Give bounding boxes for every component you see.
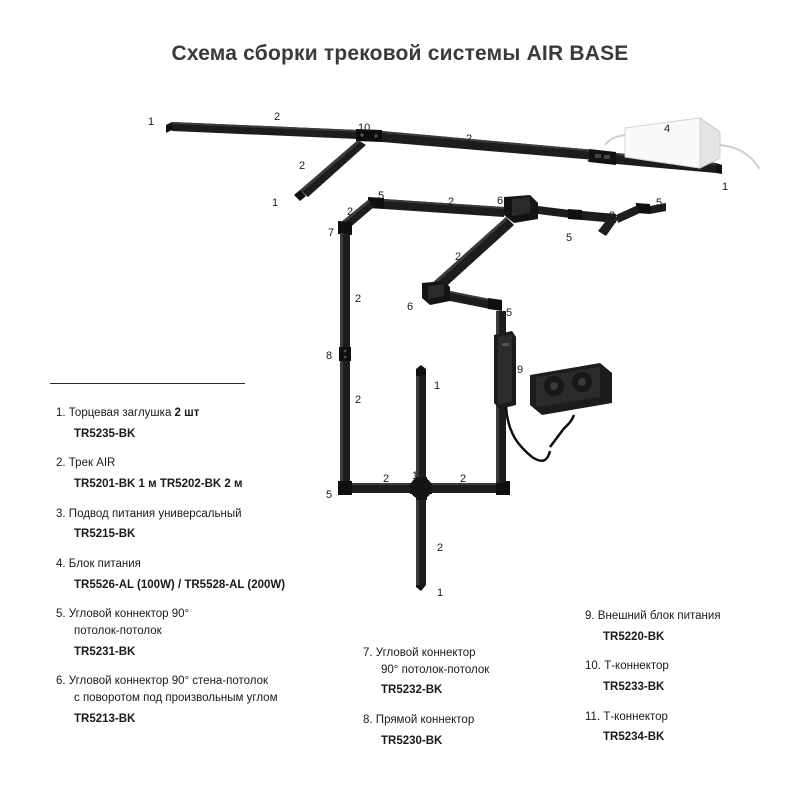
legend-item-number: 11. bbox=[585, 710, 604, 723]
legend-item-text: Торцевая заглушка bbox=[68, 407, 175, 419]
callout-number: 2 bbox=[299, 160, 306, 172]
callout-number: 4 bbox=[664, 123, 671, 135]
callout-number: 5 bbox=[326, 489, 333, 501]
legend-item bbox=[363, 712, 583, 749]
legend-item-text: Подвод питания универсальный bbox=[68, 507, 242, 520]
callout-number: 2 bbox=[355, 293, 362, 305]
legend-item-number: 5. bbox=[56, 608, 69, 621]
legend-item-code: TR5213-BK bbox=[74, 712, 136, 725]
callout-number: 2 bbox=[609, 210, 616, 222]
legend-item-number: 3. bbox=[56, 507, 69, 520]
callout-number: 2 bbox=[383, 473, 390, 485]
callout-number: 2 bbox=[448, 196, 455, 208]
legend-item-text: Угловой коннектор 90° bbox=[68, 608, 190, 621]
legend-item-text-line2: с поворотом под произвольным углом bbox=[74, 692, 278, 705]
callout-number: 8 bbox=[326, 350, 333, 362]
legend-item-text: Т-коннектор bbox=[603, 710, 668, 723]
legend-column-1 bbox=[56, 405, 356, 740]
legend-item bbox=[56, 556, 356, 593]
callout-number: 1 bbox=[272, 197, 279, 209]
callout-number: 2 bbox=[355, 394, 362, 406]
callout-number: 2 bbox=[460, 473, 467, 485]
callout-number: 3 bbox=[587, 153, 594, 165]
legend-item-text: Трек AIR bbox=[68, 457, 116, 470]
legend-item-number: 4. bbox=[56, 558, 69, 571]
callout-number: 2 bbox=[455, 251, 462, 263]
legend-item-code: TR5201-BK 1 м TR5202-BK 2 м bbox=[74, 478, 243, 491]
callout-number: 7 bbox=[328, 227, 335, 239]
callout-number: 11 bbox=[412, 470, 424, 482]
legend-item-number: 6. bbox=[56, 675, 69, 688]
legend-item-code: TR5231-BK bbox=[74, 645, 136, 658]
callout-number: 5 bbox=[566, 232, 573, 244]
legend-item-number: 7. bbox=[363, 647, 376, 659]
legend-item-text: Внешний блок питания bbox=[597, 610, 721, 622]
legend-item-number: 10. bbox=[585, 660, 605, 673]
legend-item-code: TR5233-BK bbox=[603, 681, 665, 694]
callout-number: 1 bbox=[722, 181, 729, 193]
legend-item-title bbox=[56, 556, 356, 573]
bottom-horizontal-track bbox=[352, 477, 510, 500]
legend-item-code: TR5215-BK bbox=[74, 528, 136, 541]
mid-right-track bbox=[450, 291, 502, 311]
legend-column-3 bbox=[585, 608, 800, 759]
legend-item bbox=[56, 455, 356, 492]
legend-item-title bbox=[56, 455, 356, 472]
callout-number: 5 bbox=[656, 197, 663, 209]
legend-item bbox=[585, 608, 800, 645]
legend-item bbox=[585, 709, 800, 746]
legend-item-number: 9. bbox=[585, 610, 598, 622]
legend-item-title bbox=[585, 658, 800, 675]
external-driver-9 bbox=[494, 331, 612, 461]
legend-item-text-line2: потолок-потолок bbox=[74, 625, 162, 638]
upper-middle-track bbox=[338, 197, 504, 235]
legend-item bbox=[56, 405, 356, 442]
legend-item-title bbox=[56, 673, 356, 690]
legend-item-number: 2. bbox=[56, 457, 69, 470]
legend-item-title bbox=[56, 405, 356, 422]
callout-number: 9 bbox=[517, 364, 524, 376]
legend-item-title bbox=[363, 645, 583, 662]
callout-number: 5 bbox=[506, 307, 513, 319]
legend-item-title bbox=[585, 709, 800, 726]
legend-item-text: Блок питания bbox=[68, 558, 141, 571]
legend-item-text: Прямой коннектор bbox=[375, 714, 475, 727]
legend-item bbox=[363, 645, 583, 699]
callout-number: 2 bbox=[466, 133, 473, 145]
legend-item bbox=[56, 506, 356, 543]
legend-column-2 bbox=[363, 645, 583, 762]
legend-item-code: TR5234-BK bbox=[603, 731, 665, 744]
legend-item bbox=[585, 658, 800, 695]
page-title: Схема сборки трековой системы AIR BASE bbox=[171, 42, 629, 65]
connector-6-mid bbox=[422, 281, 450, 305]
callout-number: 5 bbox=[378, 190, 385, 202]
legend-item-code: TR5220-BK bbox=[603, 630, 665, 643]
legend-item-title bbox=[363, 712, 583, 729]
callout-number: 2 bbox=[347, 206, 354, 218]
legend-item-number: 8. bbox=[363, 714, 376, 727]
legend-item-number: 1. bbox=[56, 407, 69, 419]
legend-item-title bbox=[56, 506, 356, 523]
callout-number: 10 bbox=[358, 122, 371, 134]
legend-item-text-line2: 90° потолок-потолок bbox=[381, 663, 490, 676]
callout-number: 2 bbox=[437, 542, 444, 554]
legend-item-text: Угловой коннектор bbox=[375, 647, 476, 659]
legend-item-code: TR5526-AL (100W) / TR5528-AL (200W) bbox=[74, 578, 286, 591]
legend-item bbox=[56, 673, 356, 727]
right-top-tracks bbox=[538, 203, 666, 236]
legend-item-title bbox=[585, 608, 800, 625]
connector-6-top bbox=[504, 195, 538, 223]
legend-item-qty: 2 шт bbox=[174, 407, 200, 419]
legend-divider bbox=[50, 383, 245, 384]
legend-item-code: TR5235-BK bbox=[74, 427, 136, 440]
callout-number: 1 bbox=[148, 116, 155, 128]
legend-item-text: Т-коннектор bbox=[604, 660, 669, 673]
legend-item-code: TR5232-BK bbox=[381, 684, 443, 697]
callout-number: 6 bbox=[407, 301, 414, 313]
legend-item bbox=[56, 606, 356, 660]
callout-number: 6 bbox=[497, 195, 504, 207]
legend-item-title bbox=[56, 606, 356, 623]
callout-number: 1 bbox=[437, 587, 444, 599]
legend-item-code: TR5230-BK bbox=[381, 734, 443, 747]
callout-number: 1 bbox=[434, 380, 441, 392]
legend-item-text: Угловой коннектор 90° стена-потолок bbox=[68, 675, 269, 688]
callout-number: 2 bbox=[274, 111, 281, 123]
